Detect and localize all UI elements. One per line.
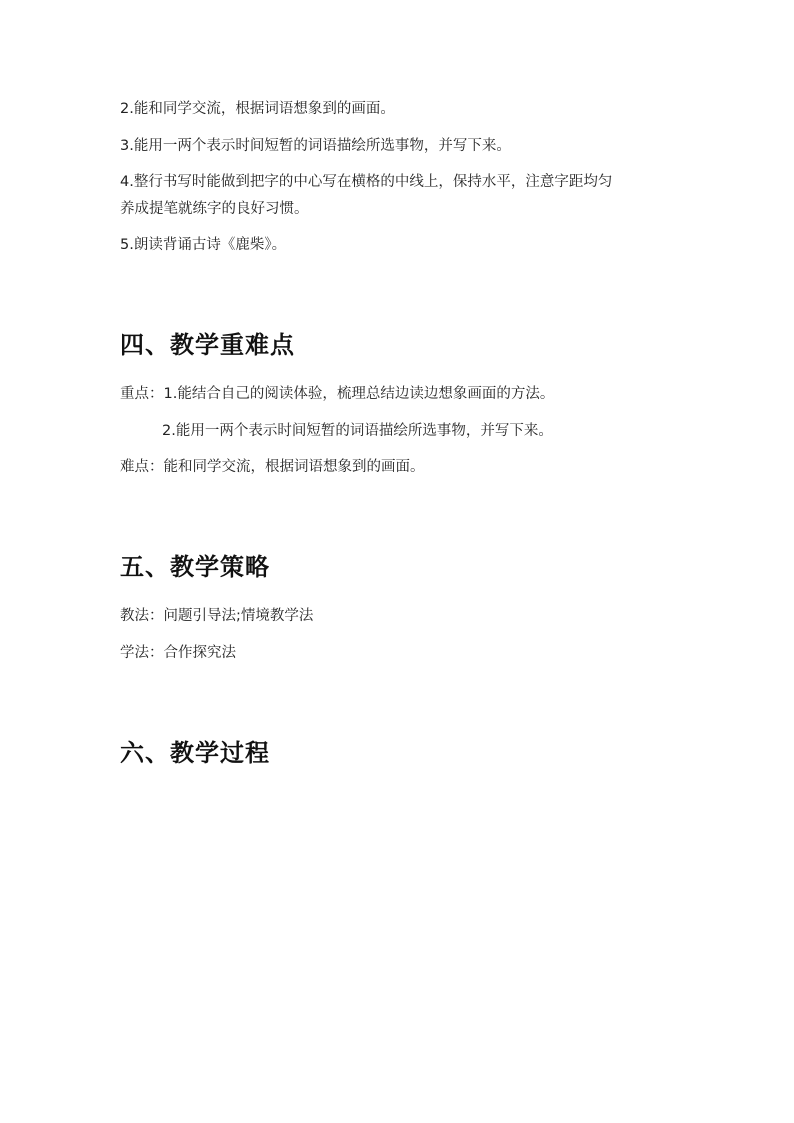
objective-item-2: 2.能和同学交流，根据词语想象到的画面。 — [120, 101, 395, 117]
objective-item-4-continued: 养成提笔就练字的良好习惯。 — [120, 201, 309, 217]
difficult-point: 难点：能和同学交流，根据词语想象到的画面。 — [120, 459, 425, 475]
objective-item-4: 4.整行书写时能做到把字的中心写在横格的中线上，保持水平，注意字距均匀 — [120, 174, 613, 190]
section-heading-teaching-strategy: 五、教学策略 — [120, 553, 270, 581]
key-point-1: 重点：1.能结合自己的阅读体验，梳理总结边读边想象画面的方法。 — [120, 386, 555, 402]
section-heading-teaching-process: 六、教学过程 — [120, 739, 270, 767]
key-point-2: 2.能用一两个表示时间短暂的词语描绘所选事物，并写下来。 — [162, 423, 553, 439]
objective-item-5: 5.朗读背诵古诗《鹿柴》。 — [120, 237, 287, 253]
teaching-method: 教法：问题引导法;情境教学法 — [120, 608, 314, 624]
learning-method: 学法：合作探究法 — [120, 645, 236, 661]
section-heading-key-difficult-points: 四、教学重难点 — [120, 331, 295, 359]
objective-item-3: 3.能用一两个表示时间短暂的词语描绘所选事物，并写下来。 — [120, 138, 511, 154]
